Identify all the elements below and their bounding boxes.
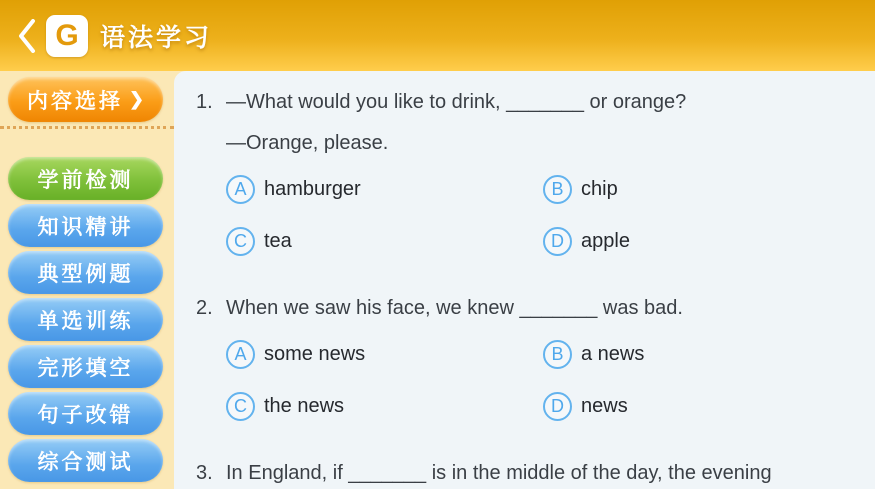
option-letter-circle[interactable]: A xyxy=(226,175,255,204)
option-a[interactable] xyxy=(226,340,543,369)
option-text: a news xyxy=(581,343,645,365)
question-text: —What would you like to drink, _______ or orange? xyxy=(226,91,687,113)
option-text: some news xyxy=(264,343,366,365)
sidebar-menu xyxy=(8,157,163,482)
question-1 xyxy=(196,88,861,256)
header-bar xyxy=(0,0,875,71)
option-c[interactable] xyxy=(226,392,543,421)
option-a[interactable] xyxy=(226,175,543,204)
option-letter-circle[interactable]: C xyxy=(226,227,255,256)
content-select-label: 内容选择 xyxy=(26,89,123,113)
question-number: 3. xyxy=(196,462,213,484)
sidebar-item-knowledge-explain[interactable]: 知识精讲 xyxy=(8,204,163,247)
sidebar-item-pretest[interactable]: 学前检测 xyxy=(8,157,163,200)
options-grid xyxy=(226,175,861,256)
option-letter-circle[interactable]: C xyxy=(226,392,255,421)
options-grid xyxy=(226,340,861,421)
sidebar-item-typical-examples[interactable]: 典型例题 xyxy=(8,251,163,294)
option-text: news xyxy=(581,395,628,417)
question-text: —Orange, please. xyxy=(226,132,389,154)
question-body xyxy=(226,88,861,256)
question-3 xyxy=(196,459,861,487)
option-d[interactable] xyxy=(543,227,861,256)
option-letter-circle[interactable]: D xyxy=(543,227,572,256)
sidebar-item-comprehensive-test[interactable]: 综合测试 xyxy=(8,439,163,482)
question-body xyxy=(226,294,861,421)
sidebar-item-sentence-correction[interactable]: 句子改错 xyxy=(8,392,163,435)
option-c[interactable] xyxy=(226,227,543,256)
question-list xyxy=(196,88,861,487)
sidebar xyxy=(0,71,174,489)
logo-letter: G xyxy=(55,18,79,52)
back-button[interactable] xyxy=(14,16,40,56)
question-text: In England, if _______ is in the middle of the day, the evening xyxy=(226,462,772,484)
option-b[interactable] xyxy=(543,340,861,369)
question-number: 2. xyxy=(196,297,213,319)
question-number: 1. xyxy=(196,91,213,113)
option-letter-circle[interactable]: B xyxy=(543,175,572,204)
page-title: 语法学习 xyxy=(100,23,213,52)
question-text: When we saw his face, we knew _______ was bad. xyxy=(226,297,683,319)
sidebar-item-choice-training[interactable]: 单选训练 xyxy=(8,298,163,341)
option-d[interactable] xyxy=(543,392,861,421)
chevron-right-icon: ❯ xyxy=(128,89,145,109)
option-text: tea xyxy=(264,230,292,252)
option-letter-circle[interactable]: D xyxy=(543,392,572,421)
back-chevron-icon xyxy=(17,19,37,53)
sidebar-item-cloze-test[interactable]: 完形填空 xyxy=(8,345,163,388)
option-text: the news xyxy=(264,395,345,417)
option-text: apple xyxy=(581,230,630,252)
option-letter-circle[interactable]: B xyxy=(543,340,572,369)
option-letter-circle[interactable]: A xyxy=(226,340,255,369)
app-logo xyxy=(46,15,88,57)
question-2 xyxy=(196,294,861,421)
dotted-separator xyxy=(0,126,174,129)
option-text: chip xyxy=(581,178,618,200)
option-b[interactable] xyxy=(543,175,861,204)
content-select-button[interactable] xyxy=(8,77,163,122)
question-body xyxy=(226,459,861,487)
question-panel[interactable] xyxy=(174,71,875,489)
option-text: hamburger xyxy=(264,178,361,200)
